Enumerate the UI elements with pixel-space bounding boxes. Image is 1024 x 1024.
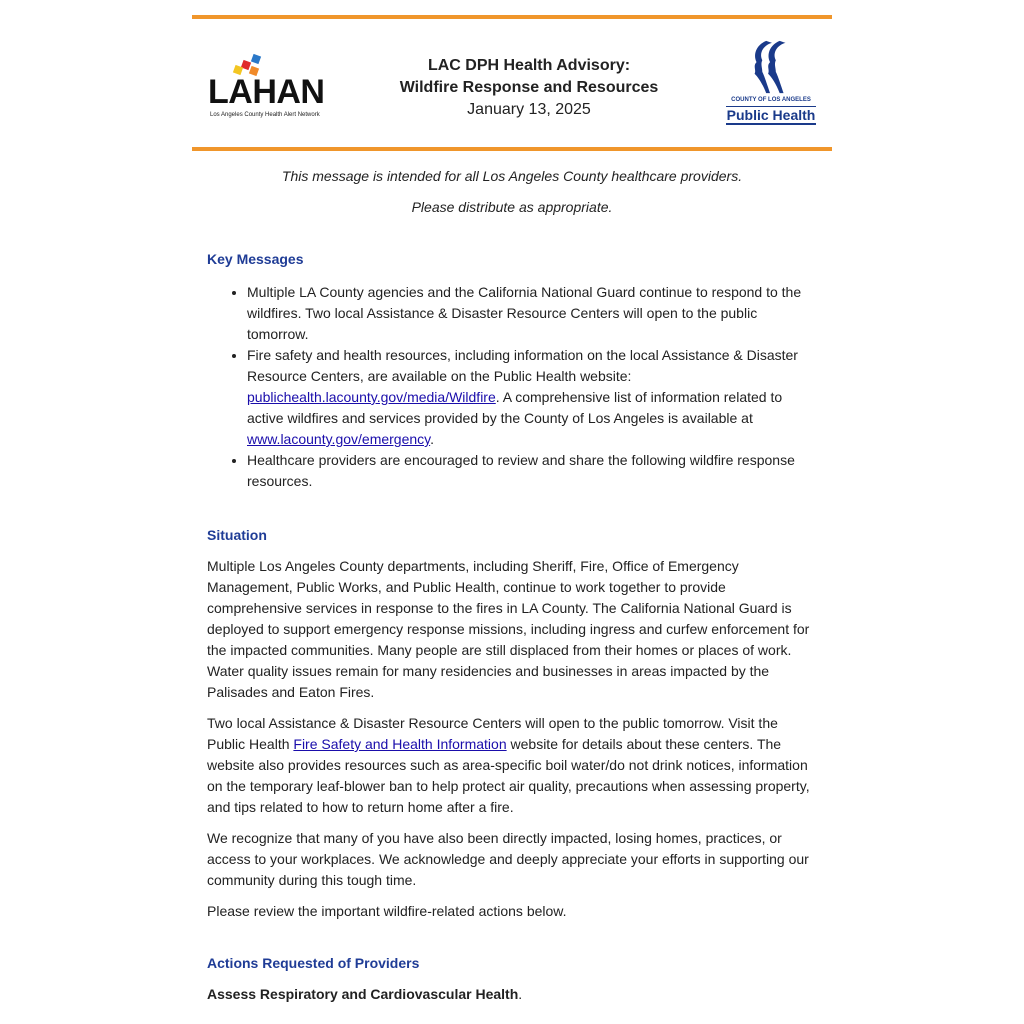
advisory-title: LAC DPH Health Advisory: Wildfire Response and Resources January 13, 2025 — [362, 55, 696, 121]
public-health-logo: COUNTY OF LOS ANGELES Public Health — [726, 39, 816, 135]
situation-paragraph: Please review the important wildfire-related actions below. — [207, 903, 567, 919]
key-messages-list — [207, 282, 817, 492]
advisory-body — [192, 166, 832, 1005]
advisory-date: January 13, 2025 — [467, 101, 591, 118]
situation-heading: Situation — [207, 527, 267, 543]
list-item: • Multiple LA County agencies and the California National Guard continue to respond to the wildfires. Two local Assistance & Disaster Resource Centers will open to the public tomorrow. — [247, 282, 817, 345]
list-item: • Healthcare providers are encouraged to review and share the following wildfire response resources. — [247, 450, 817, 492]
situation-paragraph: Two local Assistance & Disaster Resource Centers will open to the public tomorrow. Visit the Public Health Fire Safety and Health Information website for details about these centers. The website also provides resources such as area-specific boil water/do not drink notices, information on the temporary leaf-blower ban to help protect air quality, precautions when assessing property, and tips related to how to return home after a fire. — [207, 715, 810, 815]
profiles-icon — [726, 39, 816, 95]
list-item: • Fire safety and health resources, including information on the local Assistance & Disaster Resource Centers, are available on the Public Health website: publichealth.lacounty.gov/media/Wildfire. A comprehensive list of information related to active wildfires and services provided by the County of Los Angeles is available at www.lacounty.gov/emergency. — [247, 345, 817, 450]
header — [192, 19, 832, 147]
advisory-email — [192, 15, 832, 1005]
situation-paragraph: Multiple Los Angeles County departments, including Sheriff, Fire, Office of Emergency Management, Public Works, and Public Health, continue to work together to provide comprehensive services in response to the fires in LA County. The California National Guard is deployed to support emergency response missions, including ingress and curfew enforcement for the impacted communities. Many people are still displaced from their homes or places of work. Water quality issues remain for many residencies and businesses in areas impacted by the Palisades and Eaton Fires. — [207, 558, 810, 700]
intro-audience: This message is intended for all Los Angeles County healthcare providers. — [281, 168, 743, 184]
intro-distribute: Please distribute as appropriate. — [411, 199, 613, 215]
bottom-orange-divider — [192, 147, 832, 151]
actions-subheading: Assess Respiratory and Cardiovascular Health. — [207, 986, 523, 1002]
actions-heading: Actions Requested of Providers — [207, 955, 420, 971]
situation-paragraph: We recognize that many of you have also been directly impacted, losing homes, practices, or access to your workplaces. We acknowledge and deeply appreciate your efforts in supporting our community during this tough time. — [207, 830, 809, 888]
fire-safety-info-link[interactable]: Fire Safety and Health Information — [293, 736, 507, 752]
wildfire-resources-link[interactable]: publichealth.lacounty.gov/media/Wildfire — [247, 389, 496, 405]
key-messages-heading: Key Messages — [207, 251, 304, 267]
lacounty-emergency-link[interactable]: www.lacounty.gov/emergency — [247, 431, 431, 447]
lahan-logo: LAHAN Los Angeles County Health Alert Network — [208, 55, 338, 121]
